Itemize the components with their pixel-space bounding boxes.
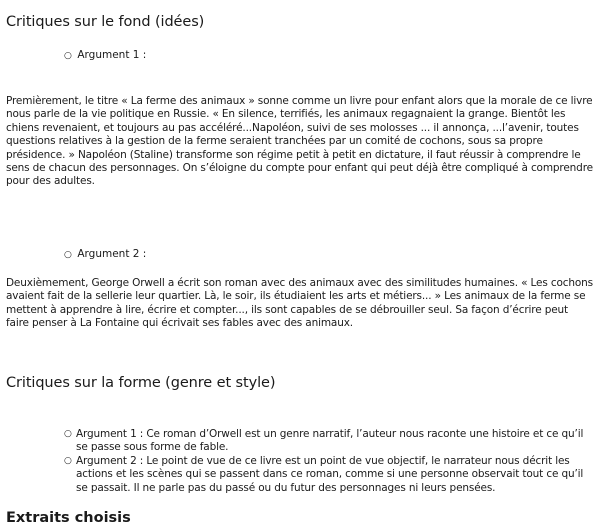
section-heading-forme: Critiques sur la forme (genre et style) <box>6 375 276 391</box>
list-item <box>64 455 594 495</box>
argument-1-label <box>64 49 146 61</box>
forme-argument-list <box>64 428 594 495</box>
bullet-icon: ○ <box>64 429 72 439</box>
bullet-icon: ○ <box>64 51 72 61</box>
bullet-icon: ○ <box>64 455 72 466</box>
argument-1-paragraph: Premièrement, le titre « La ferme des animaux » sonne comme un livre pour enfant alors que la morale de ce livre nous parle de la vie politique en Russie. « En silence, terrifiés, les animaux regagnaient la grange. Bientôt les chiens revenaient, et toujours au pas accéléré...Napoléon, suivi de ses molosses ... il annonça, ...l’avenir, toutes questions relatives à la gestion de la ferme seraient tranchées par un comité de cochons, sous sa propre présidence. » Napoléon (Staline) transforme son régime petit à petit en dictature, il faut réussir à comprendre le sens de chacun des personnages. On s’éloigne du compte pour enfant qui peut déjà être compliqué à comprendre pour des adultes. <box>6 95 593 188</box>
argument-label-text: Argument 2 : <box>77 248 147 260</box>
bullet-icon: ○ <box>64 250 72 260</box>
list-item-text: Argument 2 : Le point de vue de ce livre est un point de vue objectif, le narrateur nous décrit les actions et les scènes qui se passent dans ce roman, comme si une personne observait tout ce qu’il se passait. Il ne parle pas du passé ou du futur des personnages ni leurs pensées. <box>76 454 584 494</box>
section-heading-fond: Critiques sur le fond (idées) <box>6 14 205 30</box>
argument-label-text: Argument 1 : <box>77 49 147 61</box>
list-item-text: Argument 1 : Ce roman d’Orwell est un genre narratif, l’auteur nous raconte une histoire et ce qu’il se passe sous forme de fable. <box>76 428 584 454</box>
argument-2-paragraph: Deuxièmement, George Orwell a écrit son roman avec des animaux avec des similitudes humaines. « Les cochons avaient fait de la sellerie leur quartier. Là, le soir, ils étudiaient les arts et métiers... » Les animaux de la ferme se mettent à apprendre à lire, écrire et compter..., ils sont capables de se débrouiller seul. Sa façon d’écrire peut faire penser à La Fontaine qui écrivait ses fables avec des animaux. <box>6 277 593 330</box>
argument-2-label <box>64 248 146 260</box>
section-heading-extraits-cut: Extraits choisis <box>6 510 131 526</box>
list-item <box>64 428 594 455</box>
